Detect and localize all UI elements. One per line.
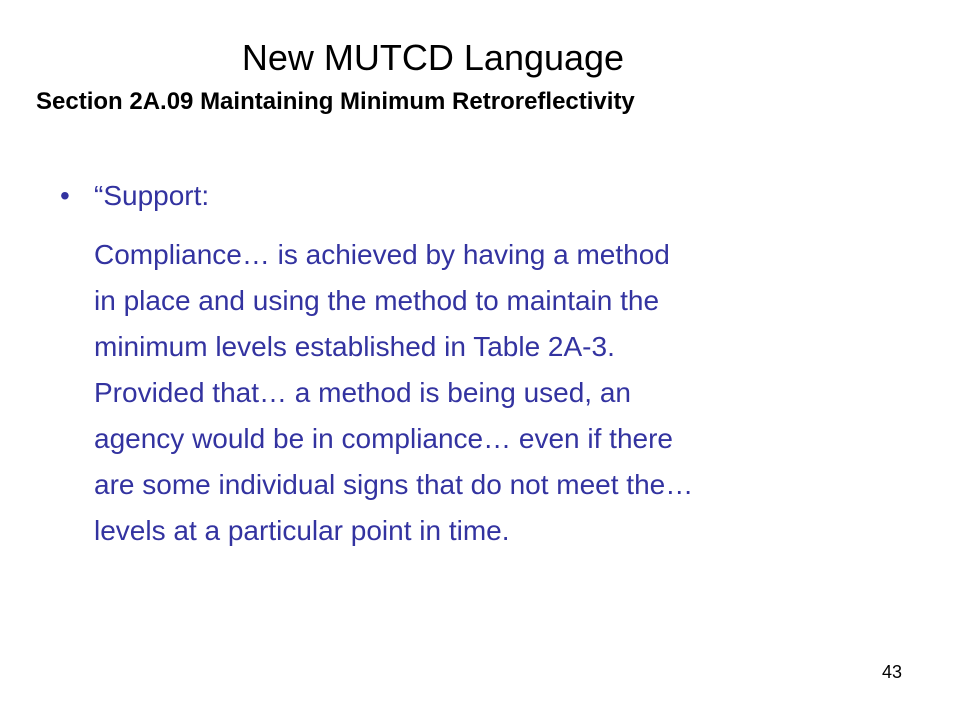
slide-title: New MUTCD Language — [241, 37, 625, 78]
body-line: are some individual signs that do not meet the… — [94, 469, 694, 500]
bullet-heading: “Support: — [94, 180, 210, 211]
bullet-item — [60, 176, 209, 216]
body-line: Provided that… a method is being used, an — [94, 377, 632, 408]
body-line: Compliance… is achieved by having a method — [94, 239, 670, 270]
body-paragraph — [94, 232, 914, 554]
body-line: in place and using the method to maintain the — [94, 285, 660, 316]
body-line: levels at a particular point in time. — [94, 515, 510, 546]
bullet-icon: • — [60, 180, 70, 211]
body-line: minimum levels established in Table 2A-3. — [94, 331, 615, 362]
slide-subtitle: Section 2A.09 Maintaining Minimum Retroreflectivity — [36, 88, 635, 115]
body-line: agency would be in compliance… even if there — [94, 423, 674, 454]
page-number: 43 — [881, 662, 902, 682]
